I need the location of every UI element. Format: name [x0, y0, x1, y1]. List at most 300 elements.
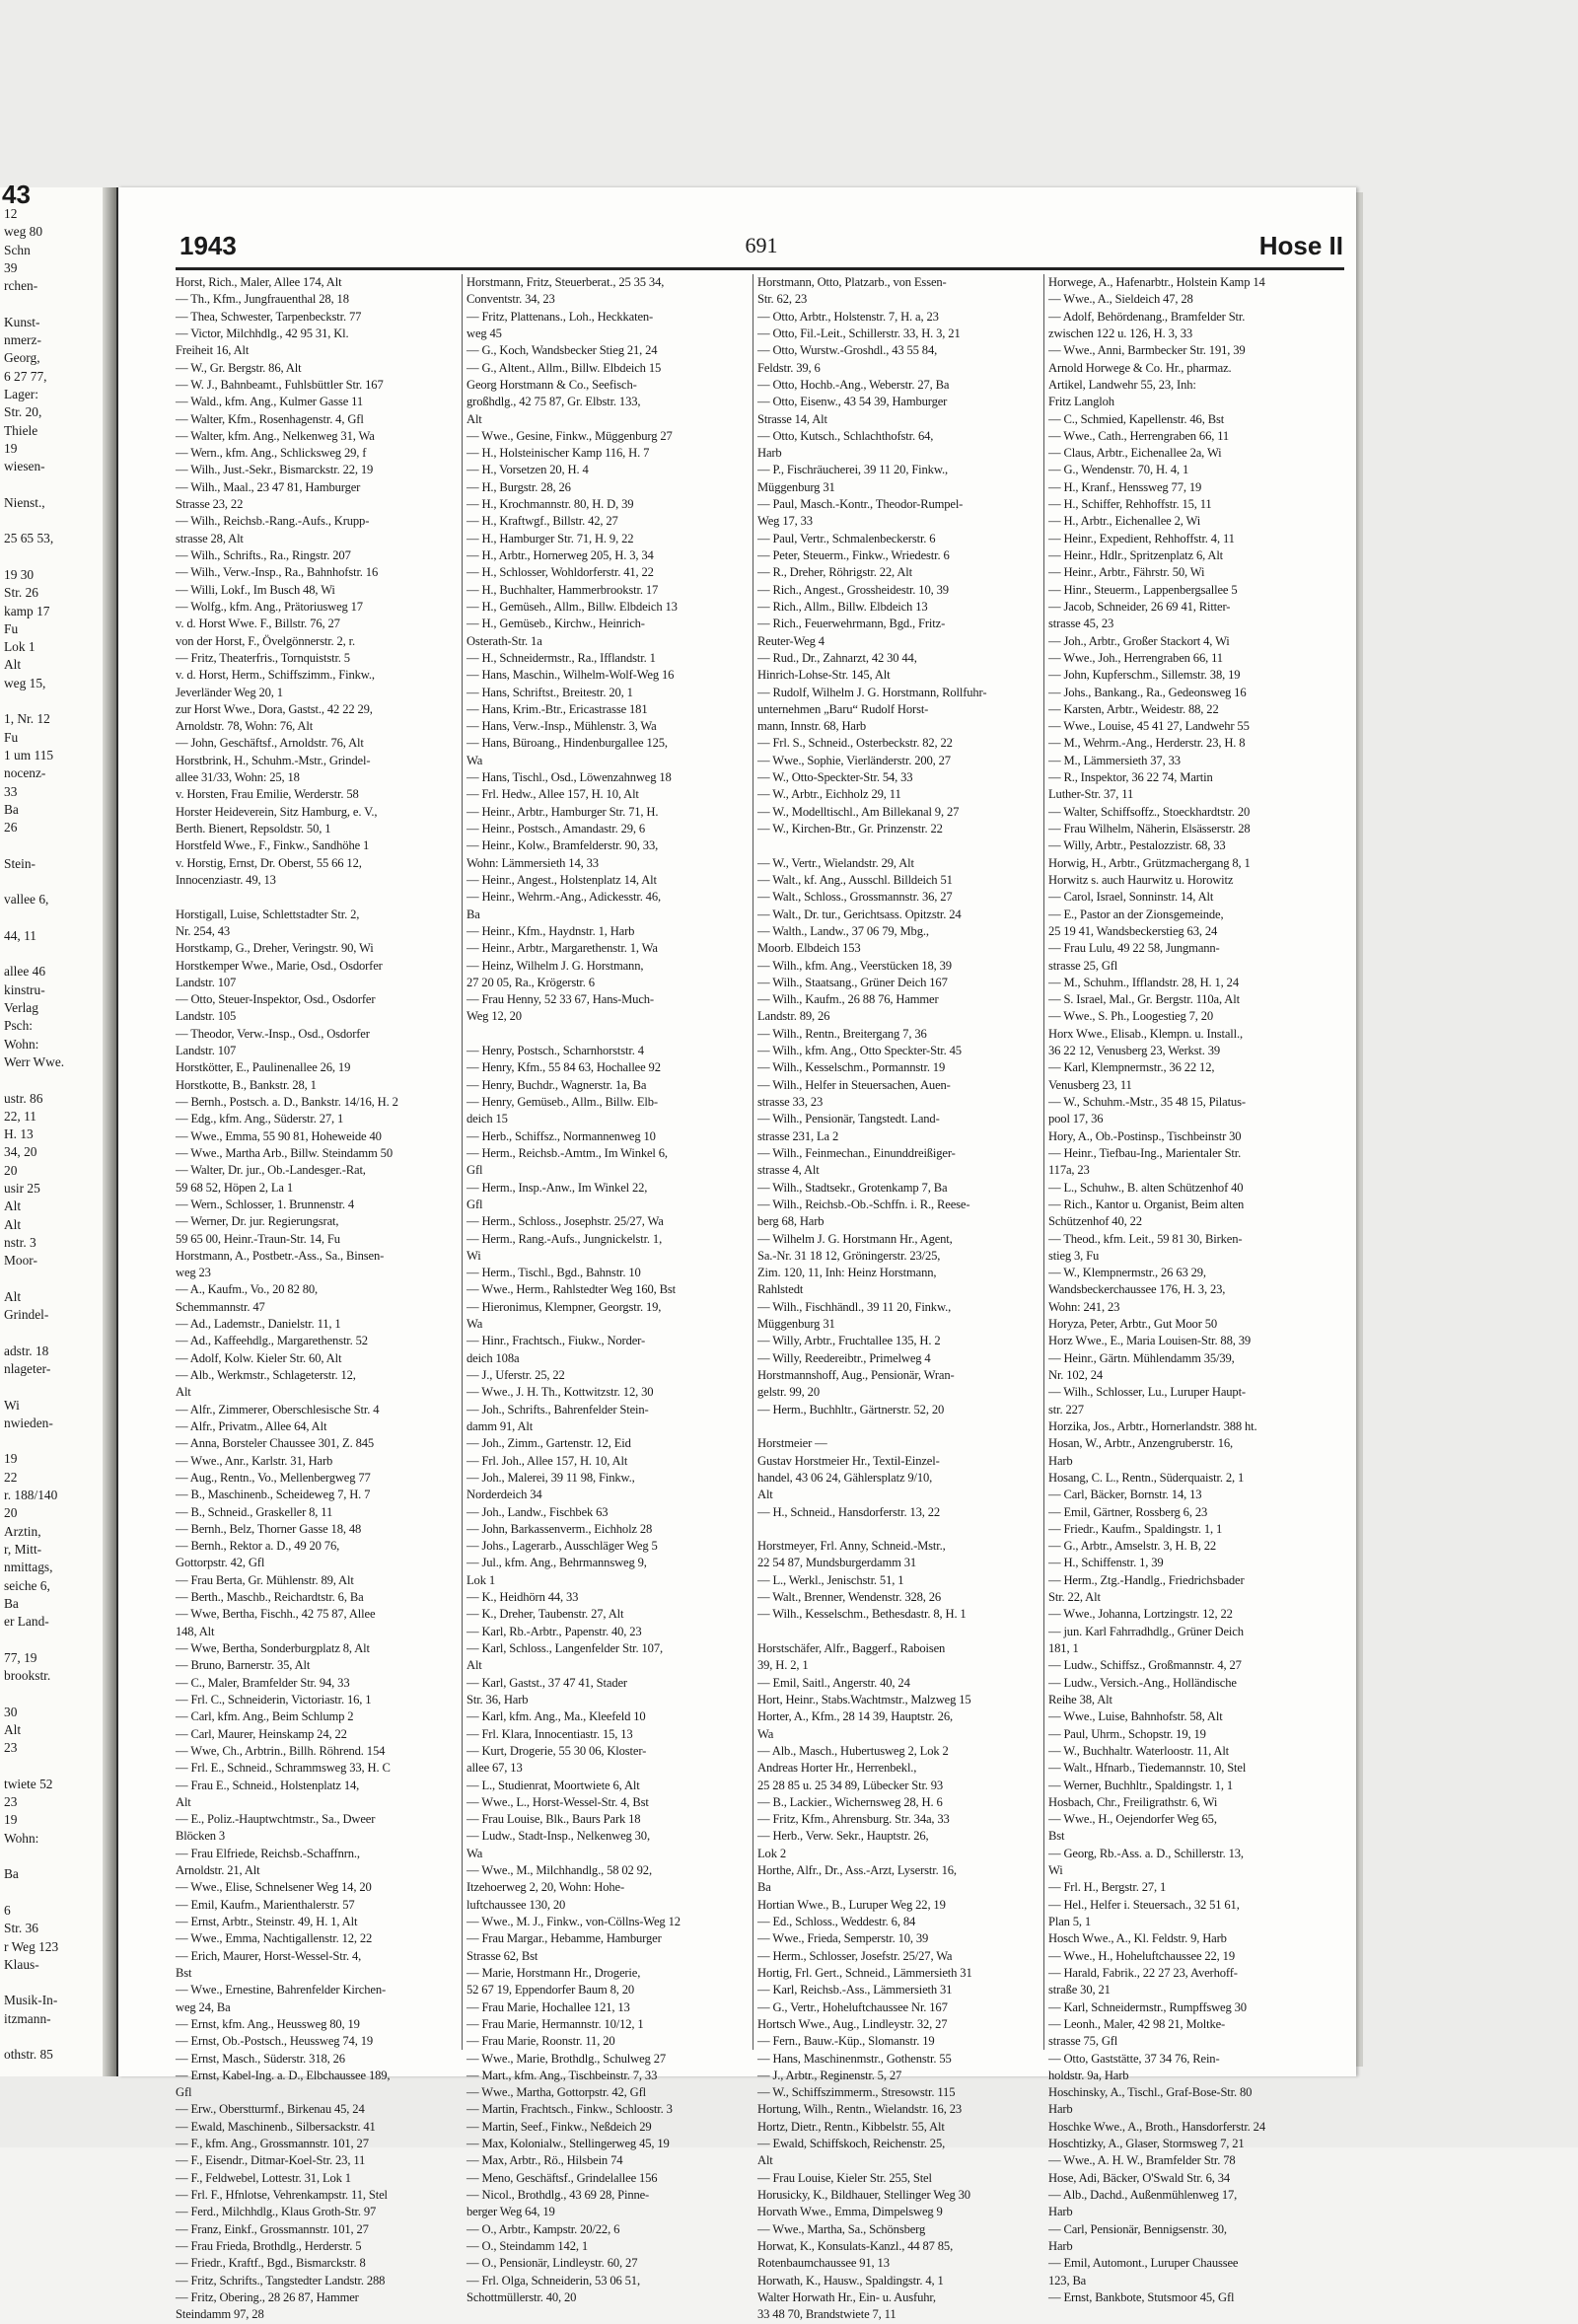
directory-entry-line: — Joh., Landw., Fischbek 63 [466, 1504, 609, 1519]
previous-page-line: Werr Wwe. [4, 1053, 65, 1069]
directory-entry-line: — Rudolf, Wilhelm J. G. Horstmann, Rollfuhr- [757, 685, 987, 699]
previous-page-line: 1 um 115 [4, 747, 54, 763]
directory-entry-line: Luther-Str. 37, 11 [1048, 787, 1134, 802]
directory-entry-line: damm 91, Alt [466, 1418, 534, 1433]
directory-entry-line: — Heinr., Hdlr., Spritzenplatz 6, Alt [1048, 548, 1224, 562]
column-4 [1048, 274, 1329, 2304]
directory-entry-line: — Wwe, Bertha, Fischh., 42 75 87, Allee [176, 1607, 376, 1622]
header-rule [176, 267, 1344, 270]
directory-entry-line: — Wilh., Pensionär, Tangstedt. Land- [757, 1112, 940, 1126]
directory-entry-line: Horwath, K., Hausw., Spaldingstr. 4, 1 [757, 2273, 944, 2288]
directory-entry-line: — Henry, Postsch., Scharnhorststr. 4 [466, 1044, 644, 1058]
directory-entry-line [757, 837, 1039, 854]
directory-entry-line: — P., Fischräucherei, 39 11 20, Finkw., [757, 463, 948, 477]
directory-entry-line: — Heinr., Gärtn. Mühlendamm 35/39, [1048, 1350, 1235, 1365]
directory-entry-line: — L., Studienrat, Moortwiete 6, Alt [466, 1778, 640, 1792]
directory-entry-line: — Alb., Dachd., Außenmühlenweg 17, [1048, 2188, 1238, 2202]
directory-entry-line: — Frl. C., Schneiderin, Victoriastr. 16, 1 [176, 1692, 372, 1707]
directory-entry-line: — H., Arbtr., Hornerweg 205, H. 3, 34 [466, 548, 654, 562]
directory-entry-line: — Frau Wilhelm, Näherin, Elsässerstr. 28 [1048, 822, 1251, 835]
previous-page-line: Alt [4, 1198, 22, 1214]
directory-entry-line: — Wwe., S. Ph., Loogestieg 7, 20 [1048, 1009, 1214, 1024]
directory-entry-line: Horyza, Peter, Arbtr., Gut Moor 50 [1048, 1317, 1218, 1332]
directory-entry-line: — Willy, Arbtr., Fruchtallee 135, H. 2 [757, 1334, 941, 1348]
previous-page-line: 30 [4, 1704, 18, 1719]
directory-entry-line: — Otto, Steuer-Inspektor, Osd., Osdorfer [176, 992, 376, 1007]
directory-entry-line: — Frau Frieda, Brothdlg., Herderstr. 5 [176, 2238, 362, 2253]
directory-entry-line: — Ewald, Schiffskoch, Reichenstr. 25, [757, 2137, 946, 2151]
directory-entry-line: — W., Buchhaltr. Waterloostr. 11, Alt [1048, 1743, 1230, 1758]
directory-entry-line: — Herm., Tischl., Bgd., Bahnstr. 10 [466, 1266, 641, 1280]
previous-page-line: Fu [4, 729, 19, 745]
directory-entry-line: — Fritz, Obering., 28 26 87, Hammer [176, 2289, 359, 2304]
directory-entry-line: — Wolfg., kfm. Ang., Prätoriusweg 17 [176, 599, 363, 614]
directory-entry-line: Horwig, H., Arbtr., Grützmachergang 8, 1 [1048, 855, 1251, 870]
directory-entry-line: handel, 43 06 24, Gählersplatz 9/10, [757, 1470, 933, 1485]
directory-entry-line: Horstfeld Wwe., F., Finkw., Sandhöhe 1 [176, 838, 370, 853]
previous-page-line: 22, 11 [4, 1108, 36, 1124]
directory-entry-line: pool 17, 36 [1048, 1112, 1104, 1126]
directory-entry-line: berg 68, Harb [757, 1214, 825, 1229]
directory-entry-line: Horstkotte, B., Bankstr. 28, 1 [176, 1077, 317, 1092]
previous-page-line: 23 [4, 1794, 18, 1810]
directory-entry-line: straße 30, 21 [1048, 1983, 1111, 1997]
directory-entry-line: Wa [466, 1317, 483, 1332]
previous-page-line: 19 [4, 440, 18, 456]
directory-entry-line: — Heinr., Arbtr., Fährstr. 50, Wi [1048, 565, 1205, 580]
directory-entry-line: 59 65 00, Heinr.-Traun-Str. 14, Fu [176, 1231, 340, 1246]
directory-entry-line: — Frau Louise, Blk., Baurs Park 18 [466, 1812, 641, 1827]
directory-entry-line: — Herm., Buchhltr., Gärtnerstr. 52, 20 [757, 1402, 945, 1416]
directory-entry-line: Walter Horwath Hr., Ein- u. Ausfuhr, [757, 2289, 936, 2304]
previous-page-line: Moor- [4, 1253, 37, 1269]
directory-entry-line: zur Horst Wwe., Dora, Gastst., 42 22 29, [176, 701, 373, 716]
directory-entry-line: strasse 45, 23 [1048, 617, 1114, 631]
text-columns [176, 274, 1344, 2322]
previous-page-line: Ba [4, 1866, 19, 1882]
previous-page-line [4, 1848, 107, 1865]
previous-page-line: Georg, [4, 350, 40, 366]
directory-entry-line: — Frau Elfriede, Reichsb.-Schaffnrn., [176, 1846, 360, 1860]
directory-entry-line: Schottmüllerstr. 40, 20 [466, 2289, 577, 2304]
directory-entry-line: Horzika, Jos., Arbtr., Hornerlandstr. 388 ht. [1048, 1418, 1257, 1433]
page-year: 1943 [179, 231, 237, 260]
directory-entry-line: — Emil, Saitl., Angerstr. 40, 24 [757, 1675, 910, 1690]
directory-entry-line: — Wwe., Emma, 55 90 81, Hoheweide 40 [176, 1128, 382, 1143]
directory-entry-line: großhdlg., 42 75 87, Gr. Elbstr. 133, [466, 395, 641, 409]
directory-entry-line: — Hans, Büroang., Hindenburgallee 125, [466, 736, 668, 751]
previous-page-line: seiche 6, [4, 1577, 50, 1593]
directory-entry-line: — Wilh., Reichsb.-Rang.-Aufs., Krupp- [176, 514, 370, 529]
directory-entry-line: — Karl, Reichsb.-Ass., Lämmersieth 31 [757, 1983, 953, 1997]
directory-entry-line: strasse 25, Gfl [1048, 958, 1118, 973]
directory-entry-line: — Adolf, Kolw. Kieler Str. 60, Alt [176, 1350, 342, 1365]
previous-page-line: Str. 26 [4, 585, 38, 601]
directory-entry-line: — Walt., Dr. tur., Gerichtsass. Opitzstr. 24 [757, 907, 962, 921]
directory-entry-line: — H., Schneid., Hansdorferstr. 13, 22 [757, 1504, 941, 1519]
directory-entry-line: — Hans, Maschinenmstr., Gothenstr. 55 [757, 2051, 952, 2066]
directory-entry-line: — Werner, Dr. jur. Regierungsrat, [176, 1214, 339, 1229]
directory-entry-line: — Frl. Klara, Innocentiastr. 15, 13 [466, 1726, 633, 1741]
directory-entry-line: v. Horstig, Ernst, Dr. Oberst, 55 66 12, [176, 855, 362, 870]
directory-entry-line: — O., Arbtr., Kampstr. 20/22, 6 [466, 2221, 620, 2236]
directory-entry-line: Reuter-Weg 4 [757, 633, 825, 648]
directory-entry-line: — G., Koch, Wandsbecker Stieg 21, 24 [466, 343, 658, 358]
directory-entry-line: — W. J., Bahnbeamt., Fuhlsbüttler Str. 167 [176, 377, 384, 392]
directory-entry-line: von der Horst, F., Övelgönnerstr. 2, r. [176, 633, 356, 648]
directory-entry-line: — C., Maler, Bramfelder Str. 94, 33 [176, 1675, 350, 1690]
previous-page-text [4, 205, 107, 2065]
directory-entry-line: Hort, Heinr., Stabs.Wachtmstr., Malzweg 15 [757, 1692, 971, 1707]
previous-page-line [4, 475, 107, 493]
previous-page-line: 19 [4, 1451, 18, 1467]
directory-entry-line: — Edg., kfm. Ang., Süderstr. 27, 1 [176, 1112, 344, 1126]
directory-entry-line: — Ernst, Masch., Süderstr. 318, 26 [176, 2051, 345, 2066]
directory-entry-line: allee 67, 13 [466, 1761, 523, 1776]
directory-entry-line: — Wwe., Emma, Nachtigallenstr. 12, 22 [176, 1931, 373, 1946]
previous-page-line [4, 1685, 107, 1703]
directory-entry-line: Horwat, K., Konsulats-Kanzl., 44 87 85, [757, 2238, 954, 2253]
directory-entry-line: — Johs., Lagerarb., Ausschläger Weg 5 [466, 1539, 658, 1554]
directory-entry-line: — Max, Kolonialw., Stellingerweg 45, 19 [466, 2137, 670, 2151]
directory-entry-line: — Joh., Zimm., Gartenstr. 12, Eid [466, 1436, 631, 1451]
directory-entry-line: Rotenbaumchaussee 91, 13 [757, 2256, 890, 2271]
directory-entry-line: Landstr. 107 [176, 975, 237, 989]
directory-entry-line: — Henry, Buchdr., Wagnerstr. 1a, Ba [466, 1077, 647, 1092]
directory-entry-line: — Hinr., Frachtsch., Fiukw., Norder- [466, 1334, 646, 1348]
directory-entry-line: — Karl, kfm. Ang., Ma., Kleefeld 10 [466, 1709, 646, 1724]
directory-entry-line: — Wilh., Kesselschm., Pormannstr. 19 [757, 1060, 946, 1075]
directory-entry-line: Zim. 120, 11, Inh: Heinz Horstmann, [757, 1266, 937, 1280]
directory-entry-line: — Wwe., H., Oejendorfer Weg 65, [1048, 1812, 1217, 1827]
directory-entry-line: 39, H. 2, 1 [757, 1658, 809, 1673]
directory-entry-line: — Frau Margar., Hebamme, Hamburger [466, 1931, 662, 1946]
directory-entry-line: — H., Gemüseh., Allm., Billw. Elbdeich 13 [466, 599, 678, 614]
directory-entry-line: Georg Horstmann & Co., Seefisch- [466, 377, 637, 392]
directory-entry-line: — G., Vertr., Hoheluftchaussee Nr. 167 [757, 1999, 948, 2014]
previous-page-line: Alt [4, 1288, 22, 1304]
directory-entry-line: Moorb. Elbdeich 153 [757, 941, 861, 956]
directory-entry-line: 25 28 85 u. 25 34 89, Lübecker Str. 93 [757, 1778, 944, 1792]
previous-page-line: Schn [4, 242, 31, 257]
directory-entry-line: — Berth., Maschb., Reichardtstr. 6, Ba [176, 1590, 364, 1605]
previous-page-line: brookstr. [4, 1668, 51, 1684]
directory-entry-line: — H., Schiffer, Rehhoffstr. 15, 11 [1048, 497, 1212, 512]
directory-entry-line: — Heinr., Tiefbau-Ing., Marientaler Str. [1048, 1145, 1242, 1160]
directory-entry-line: — A., Kaufm., Vo., 20 82 80, [176, 1282, 319, 1297]
directory-entry-line: — Joh., Malerei, 39 11 98, Finkw., [466, 1470, 635, 1485]
directory-entry-line: — Herm., Rang.-Aufs., Jungnickelstr. 1, [466, 1231, 663, 1246]
directory-entry-line: Horx Wwe., Elisab., Klempn. u. Install., [1048, 1026, 1243, 1041]
previous-page-line: Wohn: [4, 1036, 39, 1052]
directory-entry-line: — Victor, Milchhdlg., 42 95 31, Kl. [176, 326, 349, 340]
directory-entry-line: — Harald, Fabrik., 22 27 23, Averhoff- [1048, 1965, 1238, 1980]
directory-entry-line: — Wilh., kfm. Ang., Otto Speckter-Str. 45 [757, 1044, 962, 1058]
directory-entry-line: — John, Barkassenverm., Eichholz 28 [466, 1521, 653, 1536]
directory-entry-line: weg 23 [176, 1266, 211, 1280]
directory-entry-line: — Wwe., J. H. Th., Kottwitzstr. 12, 30 [466, 1385, 654, 1400]
previous-page-line: nmittags, [4, 1560, 53, 1575]
directory-entry-line: Horstmann, Otto, Platzarb., von Essen- [757, 275, 947, 289]
directory-entry-line: — Werner, Buchhltr., Spaldingstr. 1, 1 [1048, 1778, 1234, 1792]
directory-entry-line: — Karl, Schloss., Langenfelder Str. 107, [466, 1641, 663, 1655]
directory-entry-line: Feldstr. 39, 6 [757, 360, 821, 375]
directory-entry-line: Strasse 14, Alt [757, 411, 827, 426]
directory-entry-line: Weg 12, 20 [466, 1009, 522, 1024]
directory-entry-line: — Wwe., Marie, Brothdlg., Schulweg 27 [466, 2051, 666, 2066]
directory-entry-line: — Fern., Bauw.-Küp., Slomanstr. 19 [757, 2034, 935, 2049]
directory-entry-line: mann, Innstr. 68, Harb [757, 719, 867, 734]
directory-entry-line: Hoschtizky, A., Glaser, Stormsweg 7, 21 [1048, 2137, 1245, 2151]
directory-entry-line: — Wwe., Joh., Herrengraben 66, 11 [1048, 650, 1223, 665]
previous-page-line: Psch: [4, 1018, 34, 1034]
directory-entry-line: Hosan, W., Arbtr., Anzengruberstr. 16, [1048, 1436, 1234, 1451]
previous-page-line: Kunst- [4, 314, 40, 329]
directory-entry-line: Hortung, Wilh., Rentn., Wielandstr. 16, 23 [757, 2102, 962, 2117]
directory-entry-line: — Rich., Kantor u. Organist, Beim alten [1048, 1197, 1245, 1211]
directory-entry-line: — Ludw., Schiffsz., Großmannstr. 4, 27 [1048, 1658, 1242, 1673]
directory-entry-line: Sa.-Nr. 31 18 12, Gröningerstr. 23/25, [757, 1248, 941, 1263]
directory-entry-line: — Wwe., Ernestine, Bahrenfelder Kirchen- [176, 1983, 387, 1997]
directory-entry-line [176, 889, 457, 906]
previous-page-line: Thiele [4, 422, 38, 438]
directory-entry-line: — Aug., Rentn., Vo., Mellenbergweg 77 [176, 1470, 371, 1485]
directory-entry-line [757, 1624, 1039, 1640]
directory-entry-line: — Wwe., M. J., Finkw., von-Cöllns-Weg 12 [466, 1915, 681, 1928]
directory-entry-line: — Heinr., Angest., Holstenplatz 14, Alt [466, 872, 657, 887]
directory-entry-line: — Bernh., Rektor a. D., 49 20 76, [176, 1539, 340, 1554]
directory-entry-line: — Heinr., Arbtr., Margarethenstr. 1, Wa [466, 941, 658, 956]
directory-entry-line: — Henry, Gemüseb., Allm., Billw. Elb- [466, 1095, 658, 1109]
previous-page-line: nwieden- [4, 1415, 53, 1430]
directory-entry-line: Hosbach, Chr., Freiligrathstr. 6, Wi [1048, 1794, 1218, 1809]
directory-entry-line: — Walt., kf. Ang., Ausschl. Billdeich 51 [757, 872, 953, 887]
directory-entry-line: Freiheit 16, Alt [176, 343, 250, 358]
directory-entry-line: Str. 36, Harb [466, 1692, 529, 1707]
directory-entry-line: Harb [1048, 2102, 1073, 2117]
directory-entry-line: — Jacob, Schneider, 26 69 41, Ritter- [1048, 599, 1231, 614]
directory-entry-line: — Erw., Oberstturmf., Birkenau 45, 24 [176, 2102, 365, 2117]
previous-page-line [4, 1324, 107, 1342]
previous-page-line [4, 1432, 107, 1450]
directory-entry-line: — Wwe., H., Hoheluftchaussee 22, 19 [1048, 1948, 1235, 1963]
directory-entry-line: — Paul, Vertr., Schmalenbeckerstr. 6 [757, 531, 936, 545]
directory-entry-line: Hortian Wwe., B., Luruper Weg 22, 19 [757, 1897, 946, 1912]
previous-page-line: nstr. 3 [4, 1234, 36, 1250]
directory-entry-line: Fritz Langloh [1048, 395, 1114, 409]
directory-entry-line: — Emil, Gärtner, Rossberg 6, 23 [1048, 1504, 1208, 1519]
directory-entry-line: — Fritz, Plattenans., Loh., Heckkaten- [466, 309, 654, 324]
column-2 [466, 274, 748, 2304]
previous-page-line: weg 80 [4, 224, 43, 240]
previous-page-line: 20 [4, 1505, 18, 1521]
directory-entry-line: — F., kfm. Ang., Grossmannstr. 101, 27 [176, 2137, 369, 2151]
previous-page-line [4, 548, 107, 566]
directory-entry-line: Lok 1 [466, 1572, 495, 1587]
directory-entry-line: zwischen 122 u. 126, H. 3, 33 [1048, 326, 1193, 340]
directory-entry-line: luftchaussee 130, 20 [466, 1897, 566, 1912]
directory-entry-line: — Hel., Helfer i. Steuersach., 32 51 61, [1048, 1897, 1240, 1912]
directory-entry-line: Arnoldstr. 78, Wohn: 76, Alt [176, 719, 314, 734]
directory-entry-line: v. Horsten, Frau Emilie, Werderstr. 58 [176, 787, 359, 802]
previous-page-line: adstr. 18 [4, 1343, 49, 1358]
directory-entry-line: — Ad., Lademstr., Danielstr. 11, 1 [176, 1317, 341, 1332]
directory-entry-line: — Wilh., Helfer in Steuersachen, Auen- [757, 1077, 951, 1092]
directory-entry-line: — Heinr., Kolw., Bramfelderstr. 90, 33, [466, 838, 659, 853]
directory-entry-line: — Theod., kfm. Leit., 59 81 30, Birken- [1048, 1231, 1243, 1246]
directory-entry-line: 33 48 70, Brandstwiete 7, 11 [757, 2307, 897, 2322]
directory-entry-line: — Nicol., Brothdlg., 43 69 28, Pinne- [466, 2188, 650, 2202]
previous-page-line: wiesen- [4, 459, 45, 474]
directory-entry-line: — Fritz, Kfm., Ahrensburg. Str. 34a, 33 [757, 1812, 950, 1827]
directory-entry-line: — Wilh., Maal., 23 47 81, Hamburger [176, 479, 361, 494]
directory-entry-line: — Carl, kfm. Ang., Beim Schlump 2 [176, 1709, 354, 1724]
directory-entry-line: — Fritz, Schrifts., Tangstedter Landstr. 288 [176, 2273, 386, 2288]
directory-entry-line: Alt [466, 411, 482, 426]
previous-page-line [4, 945, 107, 963]
previous-page-line: 34, 20 [4, 1144, 37, 1160]
directory-entry-line: — Martin, Frachtsch., Finkw., Schloostr. 3 [466, 2102, 673, 2117]
directory-entry-line: Wa [466, 1846, 483, 1860]
directory-entry-line: — Willy, Reedereibtr., Primelweg 4 [757, 1350, 931, 1365]
directory-entry-line: — Hans, Krim.-Btr., Ericastrasse 181 [466, 701, 648, 716]
directory-entry-line: — Rich., Angest., Grossheidestr. 10, 39 [757, 582, 949, 597]
previous-page-fragment [0, 180, 119, 2076]
previous-page-line: 25 65 53, [4, 531, 54, 546]
directory-entry-line: v. d. Horst, Herm., Schiffszimm., Finkw., [176, 668, 375, 683]
directory-entry-line: Nr. 254, 43 [176, 923, 231, 938]
directory-entry-line: Harb [1048, 2238, 1073, 2253]
directory-entry-line: strasse 28, Alt [176, 531, 244, 545]
directory-entry-line: — Wwe., Anr., Karlstr. 31, Harb [176, 1453, 333, 1468]
directory-entry-line: — J., Arbtr., Reginenstr. 5, 27 [757, 2068, 902, 2082]
directory-entry-line: — Wern., kfm. Ang., Schlicksweg 29, f [176, 446, 367, 461]
directory-entry-line: — Wwe., A. H. W., Bramfelder Str. 78 [1048, 2153, 1236, 2168]
directory-entry-line: Hoschinsky, A., Tischl., Graf-Bose-Str. 80 [1048, 2085, 1253, 2100]
directory-entry-line: 123, Ba [1048, 2273, 1087, 2288]
directory-entry-line: — Alfr., Privatm., Allee 64, Alt [176, 1418, 327, 1433]
directory-entry-line: — B., Schneid., Graskeller 8, 11 [176, 1504, 333, 1519]
directory-entry-line: — Otto, Arbtr., Holstenstr. 7, H. a, 23 [757, 309, 939, 324]
directory-entry-line: — Wilh., Staatsang., Grüner Deich 167 [757, 975, 948, 989]
previous-page-line: 1, Nr. 12 [4, 711, 50, 727]
directory-entry-line: — Friedr., Kraftf., Bgd., Bismarckstr. 8 [176, 2256, 366, 2271]
directory-entry-line: — Paul, Uhrm., Schopstr. 19, 19 [1048, 1726, 1206, 1741]
directory-entry-line: weg 24, Ba [176, 1999, 231, 2014]
directory-entry-line: 25 19 41, Wandsbeckerstieg 63, 24 [1048, 923, 1218, 938]
directory-entry-line: Horvath Wwe., Emma, Dimpelsweg 9 [757, 2205, 943, 2219]
directory-entry-line: — Wwe., Herm., Rahlstedter Weg 160, Bst [466, 1282, 676, 1297]
directory-entry-line: — E., Poliz.-Hauptwchtmstr., Sa., Dweer [176, 1812, 376, 1827]
directory-entry-line: — Wilh., Reichsb.-Ob.-Schffn. i. R., Reese- [757, 1197, 970, 1211]
directory-entry-line: Horstmannshoff, Aug., Pensionär, Wran- [757, 1368, 955, 1382]
directory-entry-line: Strasse 23, 22 [176, 497, 244, 512]
directory-entry-line: — Frl. S., Schneid., Osterbeckstr. 82, 22 [757, 736, 953, 751]
directory-entry-line: Horstmeyer, Frl. Anny, Schneid.-Mstr., [757, 1539, 946, 1554]
directory-entry-line: — Rud., Dr., Zahnarzt, 42 30 44, [757, 650, 917, 665]
directory-entry-line: — L., Werkl., Jenischstr. 51, 1 [757, 1572, 904, 1587]
directory-entry-line: — Frl. F., Hfnlotse, Vehrenkampstr. 11, Stel [176, 2188, 388, 2202]
directory-entry-line: — S. Israel, Mal., Gr. Bergstr. 110a, Alt [1048, 992, 1240, 1007]
directory-entry-line: — H., Holsteinischer Kamp 116, H. 7 [466, 446, 650, 461]
directory-entry-line: Horstmann, A., Postbetr.-Ass., Sa., Binsen- [176, 1248, 385, 1263]
directory-entry-line: — Max, Arbtr., Rö., Hilsbein 74 [466, 2153, 623, 2168]
directory-entry-line: Osterath-Str. 1a [466, 633, 542, 648]
directory-entry-line: — Hieronimus, Klempner, Georgstr. 19, [466, 1299, 662, 1314]
directory-entry-line: — H., Gemüseb., Kirchw., Heinrich- [466, 617, 645, 631]
directory-entry-line: strasse 4, Alt [757, 1163, 820, 1178]
previous-page-line: r Weg 123 [4, 1938, 59, 1954]
directory-entry-line: Gfl [176, 2085, 192, 2100]
directory-entry-line: Andreas Horter Hr., Herrenbekl., [757, 1761, 917, 1776]
previous-page-line: 20 [4, 1162, 18, 1178]
directory-entry-line: — Emil, Automont., Luruper Chaussee [1048, 2256, 1239, 2271]
previous-page-line: kamp 17 [4, 603, 50, 618]
directory-entry-line: Wohn: Lämmersieth 14, 33 [466, 855, 599, 870]
directory-entry-line: — Ernst, kfm. Ang., Heussweg 80, 19 [176, 2016, 360, 2031]
directory-entry-line: unternehmen „Baru“ Rudolf Horst- [757, 701, 929, 716]
previous-page-line: 6 27 77, [4, 368, 47, 384]
directory-entry-line: — Wilh., Verw.-Insp., Ra., Bahnhofstr. 16 [176, 565, 379, 580]
directory-entry-line: Jeverländer Weg 20, 1 [176, 685, 283, 699]
directory-entry-line: — Franz, Einkf., Grossmannstr. 101, 27 [176, 2221, 369, 2236]
directory-entry-line: — R., Inspektor, 36 22 74, Martin [1048, 770, 1213, 785]
directory-entry-line: strasse 75, Gfl [1048, 2034, 1118, 2049]
directory-entry-line: — Wilhelm J. G. Horstmann Hr., Agent, [757, 1231, 953, 1246]
previous-page-line: Alt [4, 1216, 22, 1232]
directory-entry-line: Weg 17, 33 [757, 514, 813, 529]
directory-entry-line: Bst [176, 1965, 192, 1980]
directory-entry-line: — H., Schlosser, Wohldorferstr. 41, 22 [466, 565, 654, 580]
directory-page [118, 187, 1356, 2322]
directory-entry-line: — Bruno, Barnerstr. 35, Alt [176, 1658, 311, 1673]
previous-page-line: 19 30 [4, 566, 35, 582]
previous-page-line [4, 2028, 107, 2046]
directory-entry-line: Horst, Rich., Maler, Allee 174, Alt [176, 275, 342, 289]
previous-page-line: Ba [4, 801, 19, 817]
directory-entry-line: — Willy, Arbtr., Pestalozzistr. 68, 33 [1048, 838, 1226, 853]
directory-entry-line: — Wilh., Kesselschm., Bethesdastr. 8, H. 1 [757, 1607, 967, 1622]
directory-entry-line: 148, Alt [176, 1624, 215, 1638]
directory-entry-line: — Walt., Brenner, Wendenstr. 328, 26 [757, 1590, 942, 1605]
directory-entry-line: — C., Schmied, Kapellenstr. 46, Bst [1048, 411, 1225, 426]
directory-entry-line: — Herm., Schlosser, Josefstr. 25/27, Wa [757, 1948, 953, 1963]
directory-entry-line: — Otto, Fil.-Leit., Schillerstr. 33, H. 3, 21 [757, 326, 961, 340]
directory-entry-line: — Wwe, Ch., Arbtrin., Billh. Röhrend. 154 [176, 1743, 386, 1758]
directory-entry-line: — Wwe., Sophie, Vierländerstr. 200, 27 [757, 753, 951, 767]
directory-entry-line: — Wwe., Louise, 45 41 27, Landwehr 55 [1048, 719, 1250, 734]
directory-entry-line: gelstr. 99, 20 [757, 1385, 820, 1400]
directory-entry-line: — H., Schneidermstr., Ra., Ifflandstr. 1 [466, 650, 656, 665]
directory-entry-line: Venusberg 23, 11 [1048, 1077, 1132, 1092]
directory-entry-line: Alt [176, 1794, 191, 1809]
previous-page-line: r, Mitt- [4, 1541, 42, 1557]
directory-entry-line: — F., Eisendr., Ditmar-Koel-Str. 23, 11 [176, 2153, 366, 2168]
directory-entry-line: — Ernst, Arbtr., Steinstr. 49, H. 1, Alt [176, 1915, 358, 1928]
directory-entry-line: — Thea, Schwester, Tarpenbeckstr. 77 [176, 309, 362, 324]
previous-page-line: Arztin, [4, 1523, 41, 1539]
directory-entry-line: strasse 33, 23 [757, 1095, 824, 1109]
directory-entry-line: Alt [176, 1385, 191, 1400]
directory-entry-line: — Frau Marie, Hochallee 121, 13 [466, 1999, 630, 2014]
directory-entry-line: Schemmannstr. 47 [176, 1299, 265, 1314]
directory-entry-line: — F., Feldwebel, Lottestr. 31, Lok 1 [176, 2170, 351, 2185]
directory-entry-line: Horstkemper Wwe., Marie, Osd., Osdorfer [176, 958, 383, 973]
directory-entry-line: — J., Uferstr. 25, 22 [466, 1368, 565, 1382]
directory-entry-line: — Willi, Lokf., Im Busch 48, Wi [176, 582, 335, 597]
directory-entry-line: Horthe, Alfr., Dr., Ass.-Arzt, Lyserstr. 16, [757, 1863, 957, 1878]
previous-page-line: Fu [4, 620, 19, 636]
